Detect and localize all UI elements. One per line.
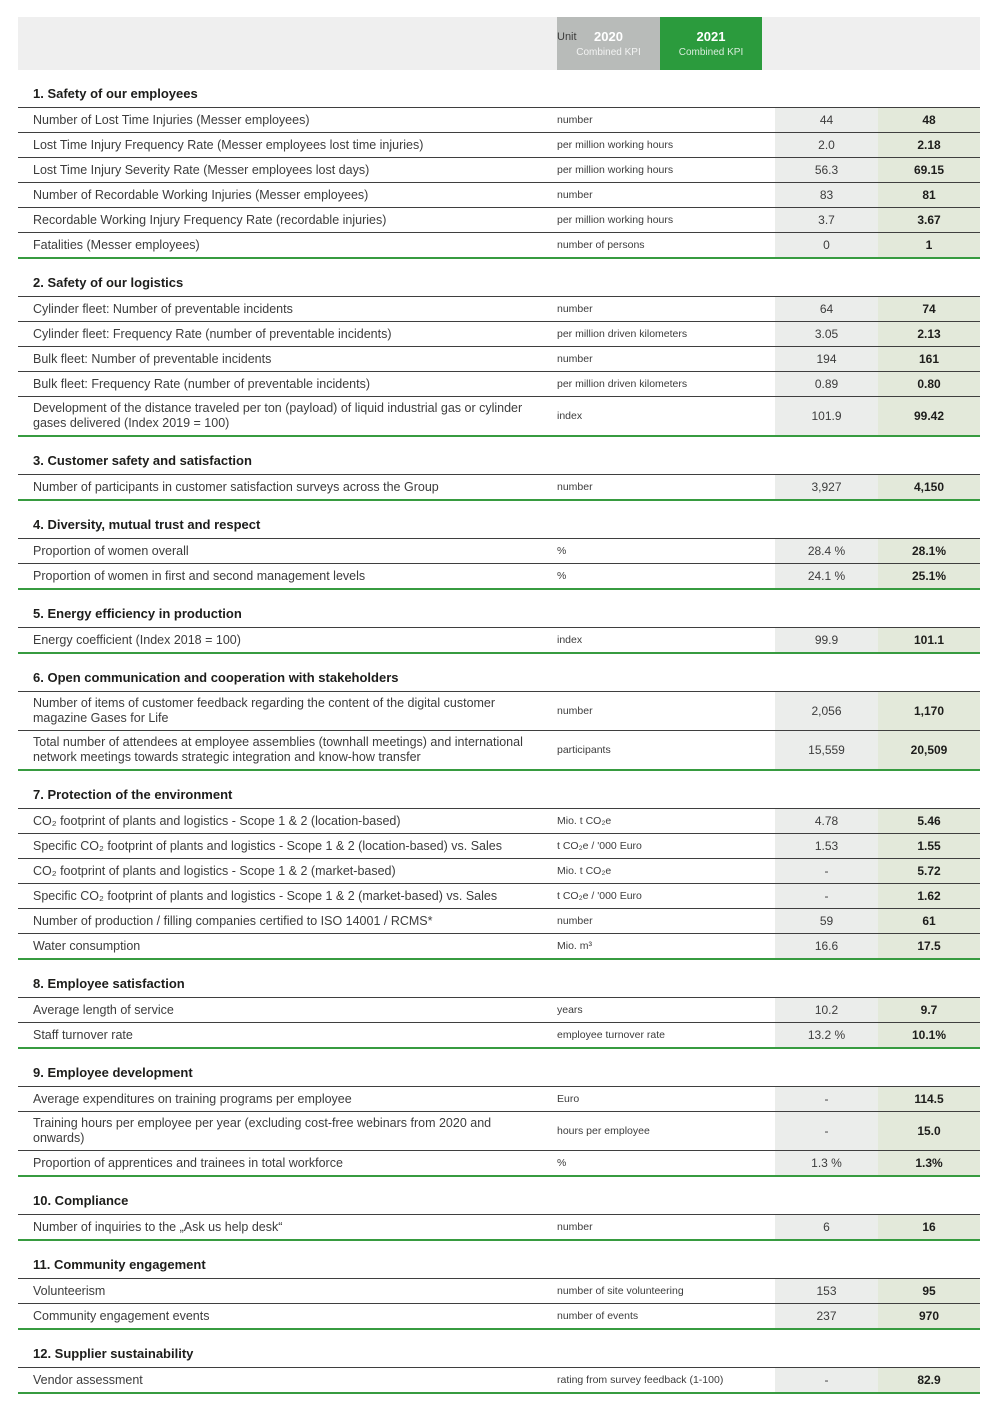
row-value-2021: 3.67 [878,208,980,232]
row-value-2021: 17.5 [878,934,980,958]
row-value-2020: 56.3 [775,158,878,182]
kpi-row [18,182,980,207]
section-title: 3. Customer safety and satisfaction [33,453,252,468]
kpi-row [18,628,980,652]
kpi-section [18,976,980,1049]
row-value-2020: 194 [775,347,878,371]
row-label: CO₂ footprint of plants and logistics - Scope 1 & 2 (market-based) [33,863,396,878]
kpi-row [18,833,980,858]
row-value-2021: 161 [878,347,980,371]
row-value-2021: 4,150 [878,475,980,499]
section-title: 1. Safety of our employees [33,86,198,101]
section-rows [18,1367,980,1394]
section-title: 8. Employee satisfaction [33,976,185,991]
row-value-2020: - [775,1087,878,1111]
row-unit: number [557,481,593,493]
row-unit: number of events [557,1310,639,1322]
row-value-2021: 5.46 [878,809,980,833]
section-title: 4. Diversity, mutual trust and respect [33,517,261,532]
row-unit: per million working hours [557,164,674,176]
row-value-2021: 114.5 [878,1087,980,1111]
row-unit: hours per employee [557,1125,650,1137]
row-label: Proportion of apprentices and trainees in total workforce [33,1155,343,1170]
row-label: Number of Lost Time Injuries (Messer employees) [33,112,310,127]
kpi-row [18,1368,980,1392]
year-2021-label: 2021 [696,29,726,44]
row-unit: number of persons [557,239,645,251]
row-value-2021: 28.1% [878,539,980,563]
kpi-row [18,396,980,435]
row-label: Number of Recordable Working Injuries (Messer employees) [33,187,369,202]
row-value-2020: 28.4 % [775,539,878,563]
row-value-2020: 0 [775,233,878,257]
row-label: Fatalities (Messer employees) [33,237,200,252]
row-unit: t CO₂e / '000 Euro [557,890,642,902]
row-value-2021: 15.0 [878,1112,980,1150]
kpi-row [18,692,980,730]
kpi-row [18,1303,980,1328]
kpi-row [18,563,980,588]
kpi-row [18,883,980,908]
kpi-row [18,1150,980,1175]
row-value-2021: 10.1% [878,1023,980,1047]
kpi-row [18,539,980,563]
section-rows [18,808,980,960]
row-unit: number [557,915,593,927]
row-value-2021: 61 [878,909,980,933]
kpi-row [18,157,980,182]
row-unit: Mio. m³ [557,940,592,952]
section-rows [18,1214,980,1241]
row-label: Training hours per employee per year (excluding cost-free webinars from 2020 and onwards) [33,1116,492,1145]
row-value-2021: 1.55 [878,834,980,858]
row-label: Lost Time Injury Severity Rate (Messer employees lost days) [33,162,370,177]
row-label: Bulk fleet: Number of preventable incidents [33,351,272,366]
row-label: Average length of service [33,1002,174,1017]
kpi-row [18,108,980,132]
row-value-2020: 64 [775,297,878,321]
row-value-2020: 4.78 [775,809,878,833]
row-value-2020: 3,927 [775,475,878,499]
row-label: Number of items of customer feedback regarding the content of the digital customer magazine Gases for Life [33,696,496,725]
row-value-2021: 101.1 [878,628,980,652]
row-unit: per million driven kilometers [557,328,688,340]
row-value-2021: 82.9 [878,1368,980,1392]
row-label: Average expenditures on training programs per employee [33,1091,352,1106]
row-unit: Euro [557,1093,580,1105]
row-value-2021: 1 [878,233,980,257]
row-value-2020: 3.05 [775,322,878,346]
row-unit: number [557,353,593,365]
row-label: Lost Time Injury Frequency Rate (Messer employees lost time injuries) [33,137,424,152]
kpi-row [18,998,980,1022]
row-unit: Mio. t CO₂e [557,865,612,877]
row-unit: per million working hours [557,139,674,151]
kpi-row [18,1087,980,1111]
kpi-section [18,606,980,654]
row-label: Number of inquiries to the „Ask us help desk“ [33,1219,283,1234]
section-title: 7. Protection of the environment [33,787,233,802]
section-title: 9. Employee development [33,1065,193,1080]
row-value-2020: 24.1 % [775,564,878,588]
kpi-row [18,1279,980,1303]
row-value-2021: 5.72 [878,859,980,883]
row-unit: index [557,634,583,646]
row-unit: t CO₂e / '000 Euro [557,840,642,852]
section-rows [18,296,980,437]
kpi-section [18,1346,980,1394]
row-value-2021: 0.80 [878,372,980,396]
section-title: 12. Supplier sustainability [33,1346,194,1361]
kpi-row [18,730,980,769]
row-value-2021: 1.62 [878,884,980,908]
kpi-section [18,86,980,259]
row-unit: number [557,189,593,201]
section-rows [18,691,980,771]
row-label: Recordable Working Injury Frequency Rate (recordable injuries) [33,212,387,227]
row-unit: number [557,303,593,315]
section-rows [18,1086,980,1177]
row-value-2020: 59 [775,909,878,933]
kpi-section [18,1065,980,1177]
row-unit: number [557,1221,593,1233]
kpi-sections [18,86,980,1394]
row-value-2020: 99.9 [775,628,878,652]
section-rows [18,997,980,1049]
row-value-2020: 101.9 [775,397,878,435]
row-value-2021: 99.42 [878,397,980,435]
row-value-2021: 9.7 [878,998,980,1022]
section-title: 5. Energy efficiency in production [33,606,242,621]
row-label: Staff turnover rate [33,1027,133,1042]
row-value-2021: 2.18 [878,133,980,157]
row-label: Proportion of women overall [33,543,189,558]
kpi-row [18,297,980,321]
row-value-2020: 10.2 [775,998,878,1022]
row-value-2020: - [775,859,878,883]
section-rows [18,538,980,590]
row-value-2021: 2.13 [878,322,980,346]
row-value-2020: 13.2 % [775,1023,878,1047]
table-header [18,17,980,70]
kpi-row [18,475,980,499]
row-value-2021: 16 [878,1215,980,1239]
row-value-2021: 25.1% [878,564,980,588]
row-unit: per million working hours [557,214,674,226]
row-unit: index [557,410,583,422]
row-value-2020: 6 [775,1215,878,1239]
row-value-2020: 83 [775,183,878,207]
row-label: Water consumption [33,938,141,953]
kpi-section [18,453,980,501]
year-2020-label: 2020 [594,29,623,44]
row-value-2020: - [775,1368,878,1392]
row-label: CO₂ footprint of plants and logistics - Scope 1 & 2 (location-based) [33,813,401,828]
section-rows [18,107,980,259]
kpi-row [18,132,980,157]
kpi-row [18,908,980,933]
combined-kpi-2020-label: Combined KPI [576,47,641,58]
row-value-2021: 74 [878,297,980,321]
row-unit: number of site volunteering [557,1285,684,1297]
row-value-2020: 237 [775,1304,878,1328]
row-value-2020: 1.53 [775,834,878,858]
row-value-2020: 3.7 [775,208,878,232]
row-label: Community engagement events [33,1308,210,1323]
row-value-2020: 1.3 % [775,1151,878,1175]
row-unit: number [557,114,593,126]
kpi-section [18,670,980,771]
kpi-section [18,517,980,590]
row-value-2020: 2,056 [775,692,878,730]
section-title: 10. Compliance [33,1193,129,1208]
row-unit: rating from survey feedback (1-100) [557,1374,724,1386]
row-label: Proportion of women in first and second management levels [33,568,366,583]
row-value-2021: 1,170 [878,692,980,730]
kpi-row [18,321,980,346]
kpi-row [18,1215,980,1239]
row-value-2021: 69.15 [878,158,980,182]
kpi-section [18,275,980,437]
row-label: Cylinder fleet: Frequency Rate (number of preventable incidents) [33,326,392,341]
row-unit: number [557,705,593,717]
section-title: 11. Community engagement [33,1257,206,1272]
row-value-2020: 153 [775,1279,878,1303]
row-value-2020: - [775,1112,878,1150]
row-label: Development of the distance traveled per ton (payload) of liquid industrial gas or cylinder gases delivered (Index 2019 = 100) [33,401,523,430]
row-value-2020: 16.6 [775,934,878,958]
kpi-row [18,371,980,396]
kpi-row [18,207,980,232]
row-value-2020: 2.0 [775,133,878,157]
row-unit: per million driven kilometers [557,378,688,390]
kpi-section [18,1193,980,1241]
row-unit: % [557,545,567,557]
kpi-row [18,346,980,371]
column-header-2020 [557,17,660,70]
row-label: Volunteerism [33,1283,106,1298]
kpi-row [18,1111,980,1150]
row-unit: participants [557,744,611,756]
row-value-2021: 20,509 [878,731,980,769]
row-unit: % [557,570,567,582]
row-label: Number of participants in customer satisfaction surveys across the Group [33,479,439,494]
section-title: 6. Open communication and cooperation with stakeholders [33,670,399,685]
table-header-label-area [18,17,577,70]
row-unit: employee turnover rate [557,1029,665,1041]
kpi-row [18,933,980,958]
kpi-row [18,232,980,257]
kpi-section [18,787,980,960]
section-rows [18,627,980,654]
row-label: Specific CO₂ footprint of plants and logistics - Scope 1 & 2 (market-based) vs. Sales [33,888,498,903]
column-header-2021 [660,17,762,70]
kpi-row [18,1022,980,1047]
row-unit: % [557,1157,567,1169]
kpi-row [18,858,980,883]
row-value-2021: 970 [878,1304,980,1328]
row-label: Energy coefficient (Index 2018 = 100) [33,632,241,647]
kpi-row [18,809,980,833]
row-value-2021: 48 [878,108,980,132]
row-value-2020: 0.89 [775,372,878,396]
combined-kpi-2021-label: Combined KPI [678,47,744,58]
section-rows [18,474,980,501]
row-label: Vendor assessment [33,1372,143,1387]
row-value-2021: 1.3% [878,1151,980,1175]
section-rows [18,1278,980,1330]
row-value-2021: 81 [878,183,980,207]
section-title: 2. Safety of our logistics [33,275,184,290]
kpi-section [18,1257,980,1330]
unit-column-header: Unit [557,31,577,43]
row-label: Total number of attendees at employee assemblies (townhall meetings) and international network meetings towards strategic integration and know-how transfer [33,735,523,764]
row-value-2020: - [775,884,878,908]
row-label: Bulk fleet: Frequency Rate (number of preventable incidents) [33,376,370,391]
row-label: Number of production / filling companies certified to ISO 14001 / RCMS* [33,913,433,928]
row-unit: Mio. t CO₂e [557,815,612,827]
row-value-2021: 95 [878,1279,980,1303]
row-unit: years [557,1004,583,1016]
row-value-2020: 15,559 [775,731,878,769]
row-value-2020: 44 [775,108,878,132]
row-label: Cylinder fleet: Number of preventable incidents [33,301,293,316]
row-label: Specific CO₂ footprint of plants and logistics - Scope 1 & 2 (location-based) vs. Sales [33,838,502,853]
